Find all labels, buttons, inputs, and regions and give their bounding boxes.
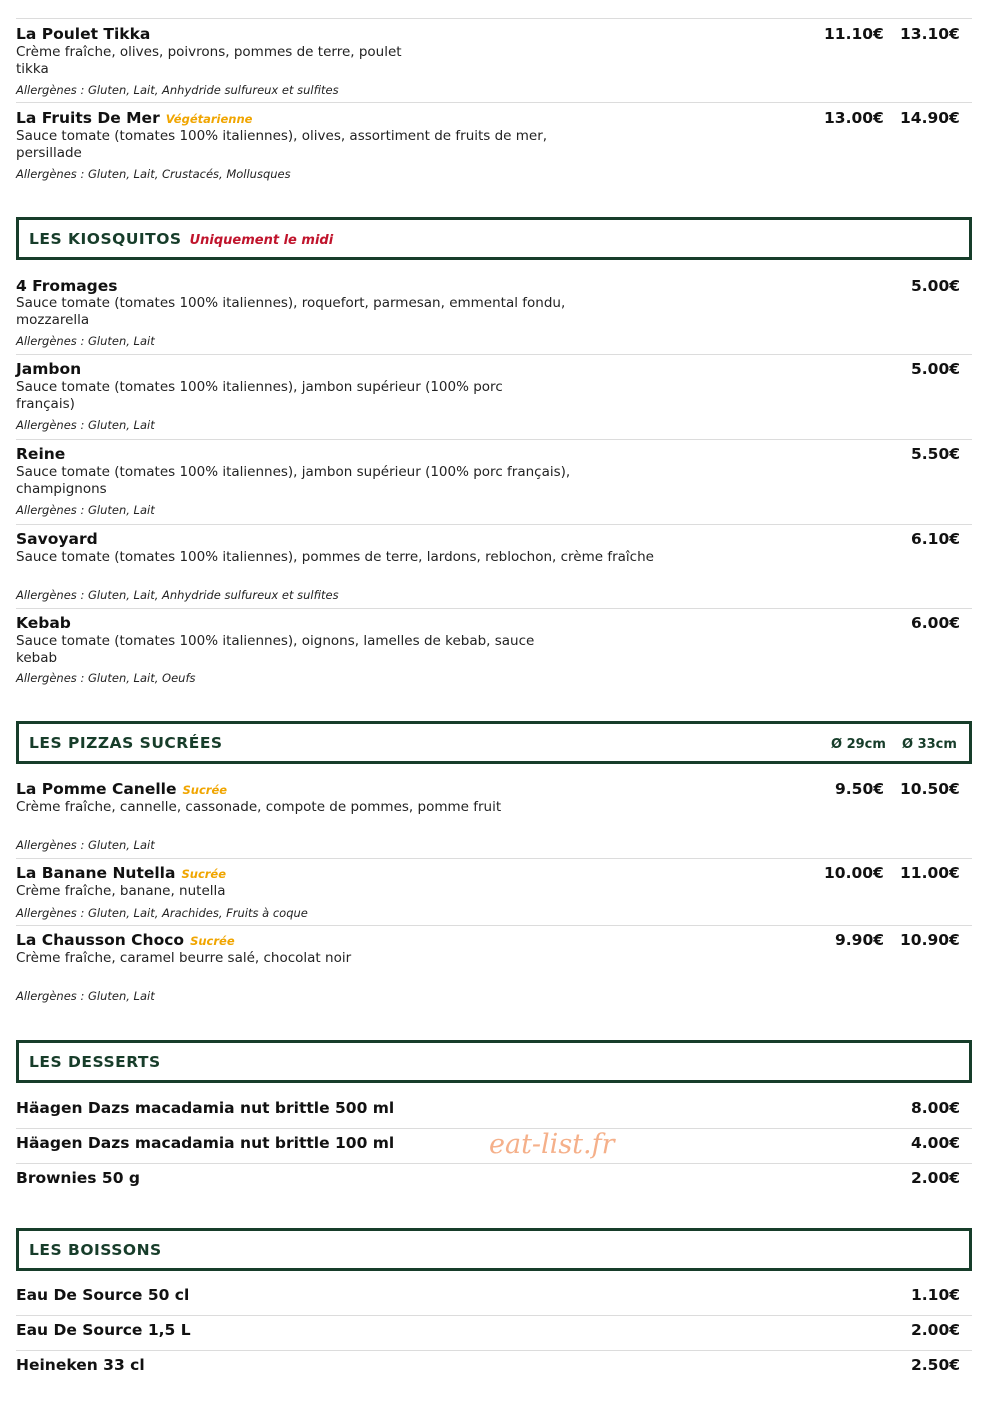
price: 6.10€ bbox=[911, 530, 961, 548]
price: 2.00€ bbox=[911, 1169, 961, 1187]
price: 4.00€ bbox=[911, 1134, 961, 1152]
price: 5.50€ bbox=[911, 445, 961, 463]
price: 5.00€ bbox=[911, 360, 961, 378]
price-33cm: 10.50€ bbox=[900, 780, 960, 798]
item-name: Häagen Dazs macadamia nut brittle 100 ml bbox=[16, 1134, 395, 1152]
price: 2.00€ bbox=[911, 1321, 961, 1339]
divider bbox=[16, 925, 972, 926]
menu-item bbox=[16, 774, 972, 858]
item-name-text: La Fruits De Mer bbox=[16, 109, 160, 127]
item-description: Crème fraîche, cannelle, cassonade, compote de pommes, pomme fruit bbox=[16, 799, 502, 815]
section-header-desserts bbox=[16, 1040, 972, 1083]
divider bbox=[16, 524, 972, 525]
section-title: LES BOISSONS bbox=[29, 1241, 162, 1259]
section-title: LES PIZZAS SUCRÉES bbox=[29, 734, 223, 752]
menu-item bbox=[16, 1282, 972, 1316]
item-name: La Poulet Tikka bbox=[16, 25, 151, 43]
item-allergens: Allergènes : Gluten, Lait, Crustacés, Mollusques bbox=[16, 167, 291, 181]
item-allergens: Allergènes : Gluten, Lait, Anhydride sulfureux et sulfites bbox=[16, 588, 339, 602]
section-header-boissons bbox=[16, 1228, 972, 1271]
item-description: Sauce tomate (tomates 100% italiennes), pommes de terre, lardons, reblochon, crème fraîche bbox=[16, 549, 654, 565]
section-note: Uniquement le midi bbox=[189, 233, 334, 248]
item-name: 4 Fromages bbox=[16, 277, 118, 295]
item-allergens: Allergènes : Gluten, Lait, Anhydride sulfureux et sulfites bbox=[16, 83, 339, 97]
price-33cm: 14.90€ bbox=[900, 109, 960, 127]
item-name bbox=[16, 109, 252, 127]
menu-item bbox=[16, 524, 972, 608]
size-29cm-label: Ø 29cm bbox=[831, 737, 886, 752]
price-33cm: 11.00€ bbox=[900, 864, 960, 882]
item-name: Eau De Source 1,5 L bbox=[16, 1321, 191, 1339]
item-tag: Sucrée bbox=[190, 934, 235, 948]
divider bbox=[16, 18, 972, 19]
section-title-text: LES KIOSQUITOS bbox=[29, 230, 182, 248]
item-name bbox=[16, 780, 227, 798]
item-tag: Végétarienne bbox=[165, 112, 253, 126]
menu-item bbox=[16, 925, 972, 1009]
menu-item bbox=[16, 18, 972, 102]
watermark: eat-list.fr bbox=[489, 1129, 615, 1160]
item-description: Sauce tomate (tomates 100% italiennes), roquefort, parmesan, emmental fondu, mozzarella bbox=[16, 295, 566, 328]
item-allergens: Allergènes : Gluten, Lait bbox=[16, 989, 155, 1003]
item-name: Reine bbox=[16, 445, 66, 463]
price: 2.50€ bbox=[911, 1356, 961, 1374]
price-33cm: 13.10€ bbox=[900, 25, 960, 43]
item-description: Crème fraîche, caramel beurre salé, chocolat noir bbox=[16, 950, 352, 966]
item-name: Jambon bbox=[16, 360, 82, 378]
item-name-text: La Chausson Choco bbox=[16, 931, 185, 949]
item-name-text: La Pomme Canelle bbox=[16, 780, 177, 798]
item-description: Sauce tomate (tomates 100% italiennes), jambon supérieur (100% porc français) bbox=[16, 379, 503, 412]
menu-item bbox=[16, 1165, 972, 1199]
divider bbox=[16, 608, 972, 609]
item-name: Häagen Dazs macadamia nut brittle 500 ml bbox=[16, 1099, 395, 1117]
menu-item bbox=[16, 1317, 972, 1351]
section-title: LES DESSERTS bbox=[29, 1053, 161, 1071]
price-29cm: 11.10€ bbox=[824, 25, 884, 43]
item-description: Crème fraîche, banane, nutella bbox=[16, 883, 226, 899]
item-allergens: Allergènes : Gluten, Lait bbox=[16, 334, 155, 348]
menu-item bbox=[16, 608, 972, 692]
divider bbox=[16, 1315, 972, 1316]
menu-item bbox=[16, 1352, 972, 1386]
item-name: Savoyard bbox=[16, 530, 98, 548]
item-name: Heineken 33 cl bbox=[16, 1356, 145, 1374]
item-allergens: Allergènes : Gluten, Lait bbox=[16, 838, 155, 852]
item-tag: Sucrée bbox=[181, 867, 227, 881]
price: 8.00€ bbox=[911, 1099, 961, 1117]
divider bbox=[16, 102, 972, 103]
price-29cm: 13.00€ bbox=[824, 109, 884, 127]
menu-item bbox=[16, 439, 972, 524]
section-header-kiosquitos bbox=[16, 217, 972, 260]
divider bbox=[16, 354, 972, 355]
item-tag: Sucrée bbox=[182, 783, 228, 797]
price-29cm: 9.50€ bbox=[835, 780, 885, 798]
price-29cm: 9.90€ bbox=[835, 931, 885, 949]
divider bbox=[16, 858, 972, 859]
item-name: Brownies 50 g bbox=[16, 1169, 140, 1187]
menu-item bbox=[16, 858, 972, 925]
price: 6.00€ bbox=[911, 614, 961, 632]
item-allergens: Allergènes : Gluten, Lait, Arachides, Fruits à coque bbox=[16, 906, 308, 920]
menu-item bbox=[16, 102, 972, 186]
item-description: Crème fraîche, olives, poivrons, pommes de terre, poulet tikka bbox=[16, 44, 402, 77]
item-allergens: Allergènes : Gluten, Lait bbox=[16, 418, 155, 432]
item-allergens: Allergènes : Gluten, Lait, Oeufs bbox=[16, 671, 196, 685]
divider bbox=[16, 439, 972, 440]
menu-item bbox=[16, 354, 972, 439]
item-name-text: La Banane Nutella bbox=[16, 864, 176, 882]
menu-item bbox=[16, 270, 972, 354]
item-description: Sauce tomate (tomates 100% italiennes), oignons, lamelles de kebab, sauce kebab bbox=[16, 633, 535, 666]
section-header-sucrees bbox=[16, 721, 972, 764]
divider bbox=[16, 1350, 972, 1351]
item-description: Sauce tomate (tomates 100% italiennes), jambon supérieur (100% porc français), champignons bbox=[16, 464, 571, 497]
divider bbox=[16, 1163, 972, 1164]
price-33cm: 10.90€ bbox=[900, 931, 960, 949]
item-name: Eau De Source 50 cl bbox=[16, 1286, 190, 1304]
item-description: Sauce tomate (tomates 100% italiennes), olives, assortiment de fruits de mer, persillade bbox=[16, 128, 548, 161]
item-name: Kebab bbox=[16, 614, 71, 632]
item-name bbox=[16, 931, 235, 949]
section-title bbox=[29, 230, 333, 248]
size-33cm-label: Ø 33cm bbox=[902, 737, 957, 752]
item-allergens: Allergènes : Gluten, Lait bbox=[16, 503, 155, 517]
menu-item bbox=[16, 1095, 972, 1129]
item-name bbox=[16, 864, 226, 882]
price: 5.00€ bbox=[911, 277, 961, 295]
price: 1.10€ bbox=[911, 1286, 961, 1304]
price-29cm: 10.00€ bbox=[824, 864, 884, 882]
